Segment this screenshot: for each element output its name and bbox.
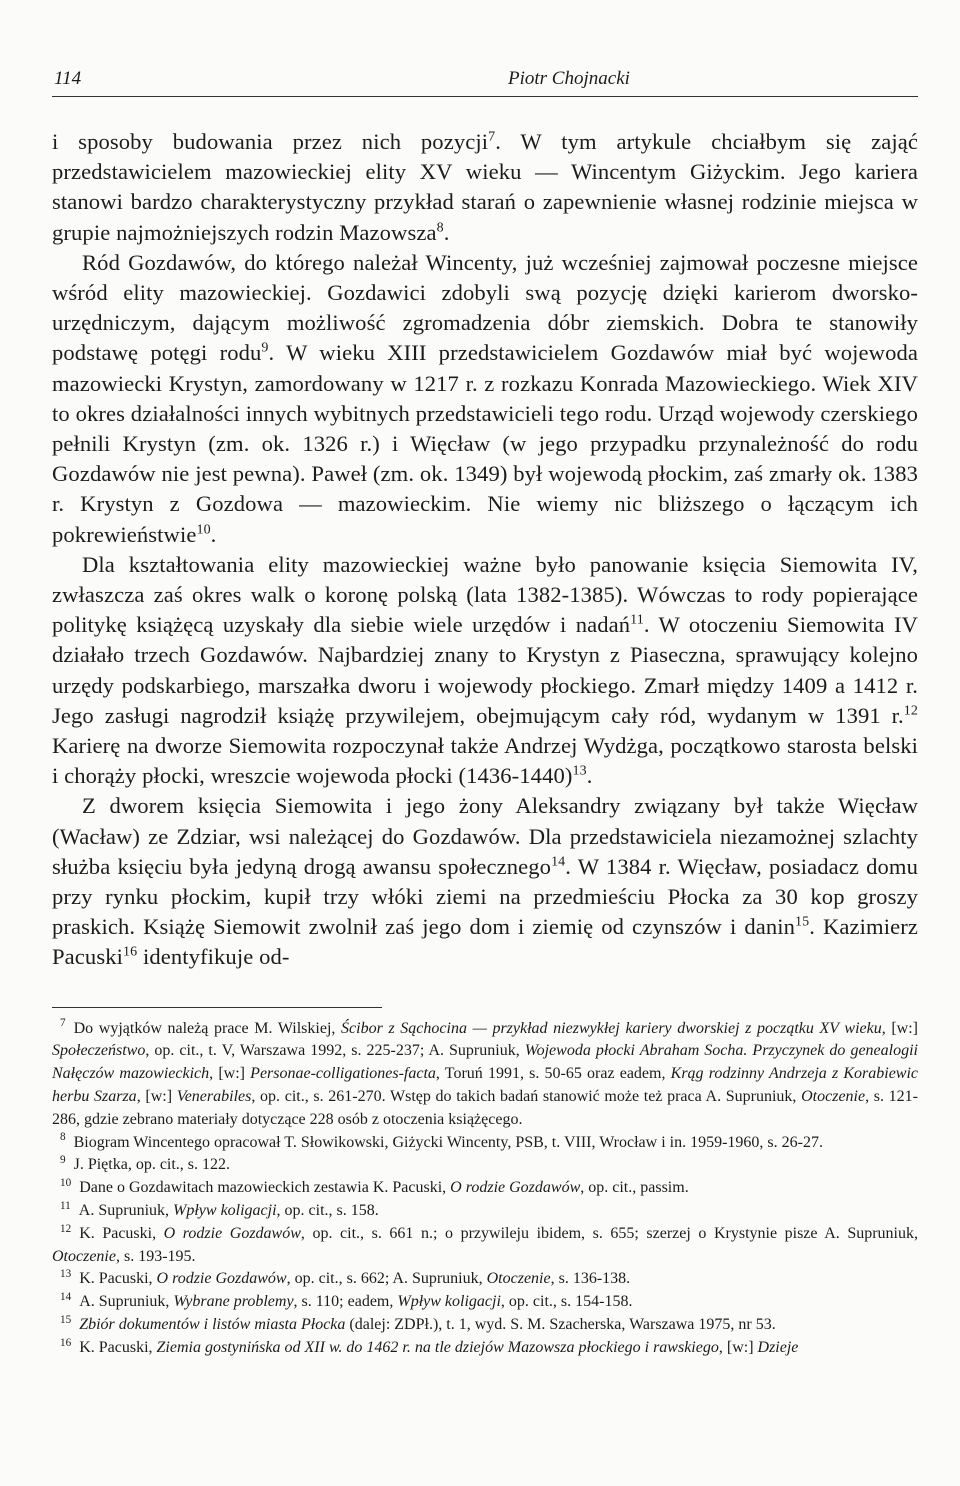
footnote-separator bbox=[52, 1007, 382, 1008]
footnote-ref: 15 bbox=[795, 914, 810, 930]
italic-text: Otoczenie bbox=[801, 1088, 866, 1106]
footnote-16 bbox=[52, 1337, 918, 1360]
italic-text: Otoczenie bbox=[486, 1270, 551, 1288]
text-run: . W wieku XIII przedstawicielem Gozdawów miał być wojewoda mazowiecki Krystyn, zamordowany w 1217 r. z rozkazu Konrada Mazowieckiego. Wiek XIV to okres działalności innych wybitnych przedstawicieli tego rodu. Urząd wojewody czerskiego pełnili Krystyn (zm. ok. 1326 r.) i Więcław (w jego przypadku przynależność do rodu Gozdawów nie jest pewna). Paweł (zm. ok. 1349) był wojewodą płockim, zaś zmarły ok. 1383 r. Krystyn z Gozdowa — mazowieckim. Nie wiemy nic bliższego o łączącym ich pokrewieństwie bbox=[52, 340, 918, 547]
footnote-14 bbox=[52, 1291, 918, 1314]
italic-text: Otoczenie bbox=[52, 1247, 116, 1265]
text-run: , [w:] bbox=[718, 1338, 758, 1356]
text-run: , s. 121-286, gdzie zebrano materiały dotyczące 228 osób z otoczenia książęcego. bbox=[52, 1088, 919, 1128]
text-run: , op. cit., s. 661 n.; o przywileju ibidem, s. 655; szerzej o Krystynie pisze A. Supruniuk, bbox=[300, 1224, 919, 1242]
text-run: Dane o Gozdawitach mazowieckich zestawia K. Pacuski, bbox=[79, 1179, 451, 1197]
footnote-number: 15 bbox=[60, 1313, 72, 1326]
text-run: A. Supruniuk, bbox=[79, 1293, 174, 1311]
text-run: . W tym artykule chciałbym się zająć przedstawicielem mazowieckiej elity XV wieku — Wincentym Giżyckim. Jego kariera stanowi bardzo charakterystyczny przykład starań o zapewnienie własnej rodzinie miejsca w grupie najmożniejszych rodzin Mazowsza bbox=[52, 129, 918, 245]
footnote-10 bbox=[52, 1177, 918, 1200]
text-run: identyfikuje od- bbox=[137, 944, 290, 970]
text-run: K. Pacuski, bbox=[79, 1338, 157, 1356]
footnote-ref: 12 bbox=[903, 703, 918, 719]
italic-text: Krąg rodzinny Andrzeja z Korabiewic herbu Szarza bbox=[52, 1065, 919, 1106]
footnote-number: 16 bbox=[60, 1336, 72, 1349]
text-run: , op. cit., s. 662; A. Supruniuk, bbox=[286, 1270, 487, 1288]
text-run: J. Piętka, op. cit., s. 122. bbox=[73, 1156, 231, 1174]
italic-text: O rodzie Gozdawów bbox=[450, 1179, 581, 1197]
text-run: , op. cit., s. 261-270. Wstęp do takich badań stanowić może też praca A. Supruniuk, bbox=[251, 1088, 802, 1106]
footnote-number: 7 bbox=[60, 1017, 66, 1030]
paragraph bbox=[52, 550, 918, 792]
paragraph bbox=[52, 127, 918, 248]
footnote-9 bbox=[52, 1154, 918, 1177]
text-run: , s. 136-138. bbox=[550, 1270, 631, 1288]
italic-text: Społeczeństwo bbox=[52, 1042, 146, 1060]
footnote-number: 9 bbox=[60, 1154, 66, 1167]
footnote-ref: 13 bbox=[572, 763, 587, 779]
body-text bbox=[52, 127, 918, 973]
footnote-ref: 11 bbox=[630, 612, 644, 628]
italic-text: Ścibor z Sąchocina — przykład niezwykłej kariery dworskiej z początku XV wieku bbox=[341, 1019, 882, 1037]
text-run: . W otoczeniu Siemowita IV działało trzech Gozdawów. Najbardziej znany to Krystyn z Piaseczna, sprawujący kolejno urzędy podskarbiego, marszałka dworu i wojewody płockiego. Zmarł między 1409 a 1412 r. Jego zasługi nagrodził książę przywilejem, obejmującym cały ród, wydanym w 1391 r. bbox=[52, 612, 918, 728]
text-run: i sposoby budowania przez nich pozycji bbox=[52, 129, 489, 154]
footnote-ref: 8 bbox=[436, 220, 444, 236]
footnote-number: 13 bbox=[60, 1268, 72, 1281]
text-run: , [w:] bbox=[209, 1065, 251, 1083]
page-number: 114 bbox=[54, 68, 82, 89]
text-run: , [w:] bbox=[136, 1088, 177, 1106]
italic-text: Ziemia gostynińska od XII w. do 1462 r. na tle dziejów Mazowsza płockiego i rawskiego bbox=[156, 1338, 719, 1356]
footnote-11 bbox=[52, 1200, 918, 1223]
italic-text: Dzieje bbox=[757, 1338, 799, 1356]
footnote-number: 8 bbox=[60, 1131, 66, 1144]
footnote-12 bbox=[52, 1223, 918, 1269]
text-run: A. Supruniuk, bbox=[78, 1202, 174, 1220]
italic-text: Wpływ koligacji bbox=[173, 1202, 277, 1220]
text-run: Dla kształtowania elity mazowieckiej ważne było panowanie księcia Siemowita IV, zwłaszcza zaś okres walk o koronę polską (lata 1382-1385). Wówczas to rody popierające politykę książęcą uzyskały dla siebie wiele urzędów i nadań bbox=[52, 551, 918, 638]
text-run: , op. cit., t. V, Warszawa 1992, s. 225-237; A. Supruniuk, bbox=[145, 1042, 525, 1060]
italic-text: Wpływ koligacji bbox=[397, 1293, 501, 1311]
text-run: , s. 193-195. bbox=[115, 1247, 196, 1265]
footnote-number: 14 bbox=[60, 1290, 72, 1303]
text-run: , op. cit., passim. bbox=[580, 1179, 689, 1197]
footnote-8 bbox=[52, 1132, 918, 1155]
footnote-7 bbox=[52, 1018, 918, 1132]
running-header bbox=[52, 62, 918, 97]
footnote-ref: 10 bbox=[196, 522, 211, 538]
text-run: . Kazimierz Pacuski bbox=[52, 914, 918, 970]
text-run: Ród Gozdawów, do którego należał Wincenty, już wcześniej zajmował poczesne miejsce wśród elity mazowieckiej. Gozdawici zdobyli swą pozycję dzięki karierom dworsko-urzędniczym, dającym możliwość zgromadzenia dóbr ziemskich. Dobra te stanowiły podstawę potęgi rodu bbox=[52, 249, 918, 366]
document-page bbox=[52, 62, 918, 1360]
text-run: , Toruń 1991, s. 50-65 oraz eadem, bbox=[435, 1065, 671, 1083]
footnote-15 bbox=[52, 1314, 918, 1337]
text-run: . bbox=[210, 521, 217, 547]
text-run: . W 1384 r. Więcław, posiadacz domu przy rynku płockim, kupił trzy włóki ziemi na przedmieściu Płocka za 30 kop groszy praskich. Książę Siemowit zwolnił zaś jego dom i ziemię od czynszów i danin bbox=[52, 853, 918, 940]
text-run: , op. cit., s. 154-158. bbox=[500, 1293, 633, 1311]
italic-text: O rodzie Gozdawów bbox=[156, 1270, 287, 1288]
running-head-author: Piotr Chojnacki bbox=[508, 68, 630, 89]
text-run: . bbox=[443, 219, 450, 245]
footnotes bbox=[52, 1018, 918, 1360]
footnote-ref: 7 bbox=[488, 129, 496, 145]
italic-text: Venerabiles bbox=[176, 1088, 252, 1106]
text-run: K. Pacuski, bbox=[79, 1270, 157, 1288]
text-run: , op. cit., s. 158. bbox=[276, 1202, 379, 1220]
footnote-ref: 16 bbox=[123, 944, 138, 960]
footnote-ref: 9 bbox=[261, 340, 269, 356]
text-run: , [w:] bbox=[881, 1019, 919, 1037]
text-run: Do wyjątków należą prace M. Wilskiej, bbox=[73, 1019, 342, 1037]
italic-text: Zbiór dokumentów i listów miasta Płocka bbox=[79, 1316, 346, 1334]
italic-text: Wybrane problemy bbox=[173, 1293, 294, 1311]
text-run: Biogram Wincentego opracował T. Słowikowski, Giżycki Wincenty, PSB, t. VIII, Wrocław i in. 1959-1960, s. 26-27. bbox=[73, 1133, 823, 1151]
text-run: . bbox=[586, 763, 593, 789]
footnote-number: 12 bbox=[60, 1222, 72, 1235]
text-run: , s. 110; eadem, bbox=[293, 1293, 398, 1311]
footnote-13 bbox=[52, 1268, 918, 1291]
italic-text: Personae-colligationes-facta bbox=[250, 1065, 436, 1083]
footnote-ref: 14 bbox=[551, 854, 566, 870]
text-run: K. Pacuski, bbox=[79, 1224, 164, 1242]
text-run: Karierę na dworze Siemowita rozpoczynał także Andrzej Wydżga, początkowo starosta belski i chorąży płocki, wreszcie wojewoda płocki (1436-1440) bbox=[52, 733, 918, 789]
text-run: (dalej: ZDPł.), t. 1, wyd. S. M. Szacherska, Warszawa 1975, nr 53. bbox=[345, 1316, 776, 1334]
italic-text: O rodzie Gozdawów bbox=[163, 1224, 301, 1242]
italic-text: Wojewoda płocki Abraham Socha. Przyczynek do genealogii Nałęczów mazowieckich bbox=[52, 1042, 918, 1083]
footnote-number: 11 bbox=[60, 1199, 71, 1212]
paragraph bbox=[52, 791, 918, 972]
text-run: Z dworem księcia Siemowita i jego żony Aleksandry związany był także Więcław (Wacław) ze Zdziar, wsi należącej do Gozdawów. Dla przedstawiciela niezamożnej szlachty służba księciu była jedyną drogą awansu społecznego bbox=[52, 793, 918, 879]
paragraph bbox=[52, 248, 918, 550]
footnote-number: 10 bbox=[60, 1176, 72, 1189]
